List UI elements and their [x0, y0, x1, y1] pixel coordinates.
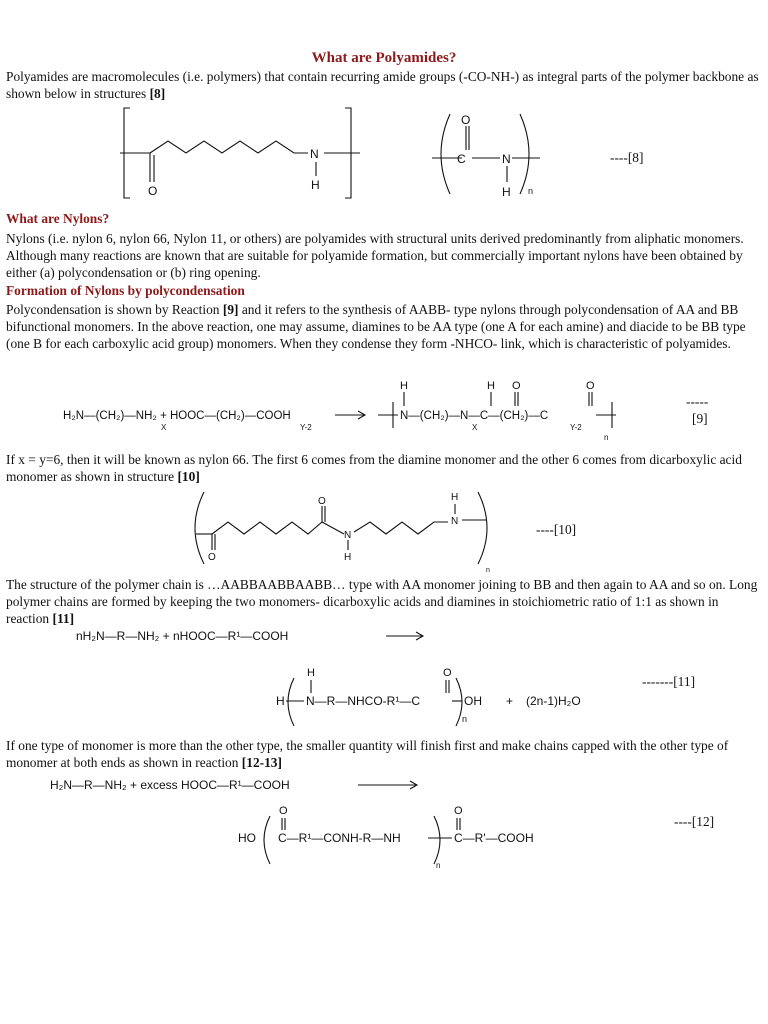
chain-paragraph	[6, 576, 762, 627]
structure-10-drawing	[186, 488, 506, 574]
s8-n: n	[528, 186, 534, 196]
r9-n: n	[604, 433, 609, 442]
reaction-12-ref: ----[12]	[674, 814, 715, 829]
chain-text: The structure of the polymer chain is …AABBAABBAABB… type with AA monomer joining to BB and then again to AA and so on. Long polymer chains are formed by keeping the two monomers- dicarboxylic acids and diamines in stoichiometric ratio of 1:1 as shown in reaction	[6, 577, 758, 626]
reaction-9-drawing	[60, 378, 640, 444]
r9-h1: H	[400, 380, 408, 392]
excess-text: If one type of monomer is more than the other type, the smaller quantity will finish first and make chains capped with the other type of monomer at both ends as shown in reaction	[6, 738, 729, 770]
r12-ho: HO	[238, 831, 256, 845]
s8-carbon: C	[457, 152, 466, 166]
s10-hydrogen-1: H	[344, 552, 352, 563]
formation-text-a: Polycondensation is shown by Reaction	[6, 302, 220, 317]
excess-paragraph	[6, 737, 762, 771]
r11-o-top: O	[443, 667, 452, 679]
nylon66-paragraph	[6, 451, 762, 485]
intro-paragraph	[6, 68, 762, 102]
s10-hydrogen-2: H	[451, 492, 459, 503]
formation-heading: Formation of Nylons by polycondensation	[6, 283, 245, 298]
r9-sub-x: X	[161, 423, 167, 432]
r12-n: n	[436, 861, 441, 870]
s8-nitrogen: N	[310, 147, 319, 161]
r11-reactants: nH₂N—R—NH₂ + nHOOC—R¹—COOH	[76, 629, 289, 643]
formation-paragraph	[6, 301, 762, 352]
s10-n: n	[486, 567, 490, 574]
s8-hydrogen-2: H	[502, 185, 511, 199]
s8-hydrogen: H	[311, 178, 320, 192]
r12-tail: C—R'—COOH	[454, 831, 534, 845]
r12-mid: C—R¹—CONH-R—NH	[278, 831, 401, 845]
page-title: What are Polyamides?	[311, 50, 457, 66]
r11-oh: OH	[464, 694, 482, 708]
r11-h-left: H	[276, 694, 285, 708]
r11-h-top: H	[307, 667, 315, 679]
reaction-9-ref-dash: -----	[686, 394, 709, 409]
s8-oxygen-2: O	[461, 113, 471, 127]
r9-o1: O	[512, 380, 521, 392]
intro-text: Polyamides are macromolecules (i.e. polymers) that contain recurring amide groups (-CO-NH-) as integral parts of the polymer backbone as shown below in structures	[6, 69, 759, 101]
r12-o2: O	[454, 805, 463, 817]
reaction-9-ref: [9]	[692, 411, 708, 426]
s8-nitrogen-2: N	[502, 152, 511, 166]
r9-o2: O	[586, 380, 595, 392]
nylons-paragraph: Nylons (i.e. nylon 6, nylon 66, Nylon 11, or others) are polyamides with structural units derived predominantly from aliphatic monomers. Although many reactions are known that are suitable for polyamide formation, but commercially important nylons have been obtained by either (a) polycondensation or (b) ring opening.	[6, 231, 744, 280]
structure-8-drawing	[120, 106, 540, 202]
structure-10-ref: ----[10]	[536, 522, 577, 537]
formation-citation: [9]	[222, 302, 239, 317]
reaction-11-ref: -------[11]	[642, 674, 696, 689]
nylon66-citation: [10]	[177, 469, 200, 484]
structure-8-ref: ----[8]	[610, 150, 644, 165]
nylons-heading: What are Nylons?	[6, 211, 110, 226]
s8-oxygen: O	[148, 184, 158, 198]
s10-oxygen-1: O	[208, 552, 216, 563]
intro-citation: [8]	[149, 86, 166, 101]
r12-o1: O	[279, 805, 288, 817]
chain-citation: [11]	[52, 611, 75, 626]
r11-n: n	[462, 714, 468, 724]
s10-oxygen-2: O	[318, 496, 326, 507]
r11-plus: +	[506, 694, 514, 708]
formation-text-b: and it refers to the synthesis of AABB- type nylons through polycondensation of AA and BB bifunctional monomers. In the above reaction, one may assume, diamines to be AA type (one A for each amine) and diacide to be BB type (one B for each carboxylic acid group) monomers. When they condense they form -NHCO- link, which is characteristic of polyamides.	[6, 302, 746, 351]
r9-product: N—(CH₂)—N—C—(CH₂)—C	[400, 410, 549, 422]
r9-sub-y: Y-2	[300, 423, 312, 432]
excess-citation: [12-13]	[241, 755, 282, 770]
nylon66-text: If x = y=6, then it will be known as nylon 66. The first 6 comes from the diamine monomer and the other 6 comes from dicarboxylic acid monomer as shown in structure	[6, 452, 742, 484]
r9-h2: H	[487, 380, 495, 392]
r9-reactants: H₂N—(CH₂)—NH₂ + HOOC—(CH₂)—COOH	[63, 410, 291, 422]
r11-product-mid: N—R—NHCO-R¹—C	[306, 694, 420, 708]
reaction-11-drawing	[76, 626, 636, 724]
r12-reactants: H₂N—R—NH₂ + excess HOOC—R¹—COOH	[50, 778, 290, 792]
s10-nitrogen-2: N	[451, 516, 459, 527]
r9-product-sub-y: Y-2	[570, 423, 582, 432]
r11-water: (2n-1)H₂O	[526, 694, 581, 708]
reaction-12-drawing	[50, 774, 630, 874]
s10-nitrogen-1: N	[344, 530, 352, 541]
r9-product-sub-x: X	[472, 423, 478, 432]
